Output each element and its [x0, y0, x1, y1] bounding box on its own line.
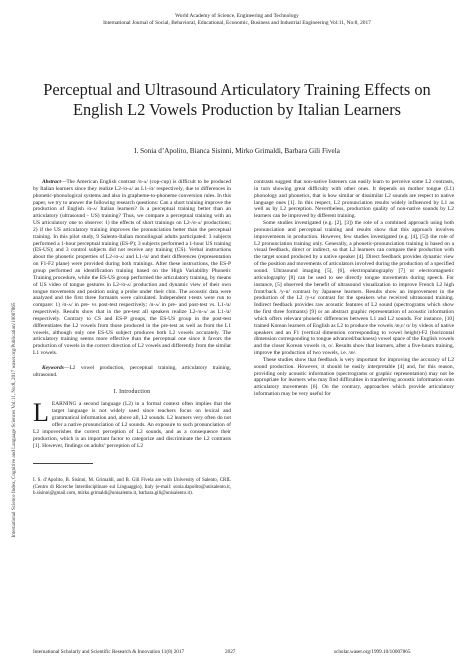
- body-paragraph-3: These studies show that feedback is very important for improving the accuracy of L2 sound production. However, it should be easily interpretable [4] and, for this reason, providing only acoustic information (spectrograms or graphic representation) may not be appropriate for learners who may find difficulties in transferring acoustic information onto articulatory movements [6]. On the contrary, approaches which provide articulatory information may be very useful for: [254, 356, 454, 398]
- keywords-label: Keywords: [42, 364, 64, 371]
- author-affiliation-footnote: I. S. d’Apolito, B. Sisinni, M. Grimaldi, and B. Gili Fivela are with University of Salento, CRIL (Centro di Ricerche Interdisciplinare sul Linguaggio), Italy (e-mail: sonia.dapolito@unisalento.it, b.sisinni@gmail.com, mirko.grimaldi@unisalento.it, barbara.gili@unisalento.it).: [33, 478, 231, 496]
- right-column: [254, 179, 454, 398]
- journal-name-line: International Journal of Social, Behavioral, Educational, Economic, Business and Industrial Engineering Vol:11, No:8, 2017: [103, 20, 371, 26]
- body-paragraph-1: contrasts suggest that non-native listeners can easily learn to perceive some L2 contrasts, in turn showing great difficulty with other ones. It depends on mother tongue (L1) phonology and phonetics, that is how similar or dissimilar L2 sounds are respect to native language ones [1]. In this respect, L2 pronunciation results widely influenced by L1 as well as by L2 perception. Nevertheless, production quality of non-native sounds by L2 learners can be improved by different training.: [254, 179, 454, 220]
- footnote-rule: [33, 463, 93, 464]
- paper-title: Perceptual and Ultrasound Articulatory Training Effects on English L2 Vowels Production by Italian Learners: [43, 80, 431, 120]
- abstract-paragraph: [33, 179, 231, 357]
- abstract-text: —The American English contrast /ɑ-ʌ/ (cop-cup) is difficult to be produced by Italian learners since they realize L2-/ɑ-ʌ/ as L1-/ɑ/ respectively, due to differences in phonetic-phonological systems and also in grapheme-to-phoneme conversion rules. In this paper, we try to answer the following research questions: Can a short training improve the production of English /ɑ-ʌ/ Italian learners? Is a perceptual training better than an articulatory (ultrasound - US) training? Thus, we compare a perceptual training with an US articulatory one to observe: 1) the effects of short trainings on L2-/ɑ-ʌ/ productions; 2) if the US articulatory training improves the pronunciation better than the perceptual training. In this pilot study, 9 Salento-Italian monolingual adults participated: 3 subjects performed a 1-hour perceptual training (ES-P); 3 subjects performed a 1-hour US training (ES-US); and 3 control subjects did not receive any training (CS). Verbal instructions about the phonetic properties of L2-/ɑ-ʌ/ and L1-/a/ and their differences (representation on F1-F2 plane) were provided during both trainings. After these instructions, the ES-P group performed an identification training based on the High Variability Phonetic Training procedure, while the ES-US group performed the articulatory training, by means of US video of tongue gestures in L2-/ɑ-ʌ/ production and dynamic view of their own tongue movements and position using a probe under their chin. The acoustic data were analyzed and the first three formants were calculated. Independent t-tests were run to compare: 1) /ɑ-ʌ/ in pre- vs post-test respectively; /ɑ-ʌ/ in pre- and post-test vs. L1-/a/ respectively. Results show that in the pre-test all speakers realize L2-/ɑ-ʌ/ as L1-/a/ respectively. Contrary to CS and ES-P groups, the ES-US group in the post-test differentiates the L2 vowels from those produced in the pre-test as well as from the L1 vowels, although only one ES-US subject produces both L2 vowels accurately. The articulatory training seems more effective than the perceptual one since it favors the production of vowels in the correct direction of L2 vowels and differently from the similar L1 vowels.: [33, 179, 231, 357]
- body-paragraph-2: Some studies investigated (e.g. [2], [3]) the role of a combined approach using both pronunciation and perceptual training and results show that this approach involves improvements in production. However, few studies investigated (e.g. [4], [5]) the role of L2 pronunciation training only. Generally, a phonetic-pronunciation training is based on a visual feedback, direct or indirect, so that L2 learners can compare their production with the target sound produced by a native speaker [4]. Direct feedback provides dynamic view of the position and movements of articulators involved during the production of a specified sound. Ultrasound imaging [5], [6], electropalatography [7] or electromagnetic articulography [8] can be used to see directly tongue movements during speech. For instance, [5] observed the benefit of ultrasound visualization to improve French L2 high front/back /y-u/ contrast by Japanese learners. Results show an improvement in the production of the L2 /y-u/ contrast for the speakers who received ultrasound training. Indirect feedback provides raw acoustic features of L2 sound (spectrograms which show the first three formants) [9] or an abstract graphic representation of acoustic information which offers relevant phonetic differences between L1 and L2 sounds. For instance, [10] trained Korean learners of English as L2 to produce the vowels /æ,ɛ/ ɑ/ by videos of native speakers and an F1 (vertical dimension corresponding to vowel height)-F2 (horizontal dimension corresponding to tongue advanced/backness) vowel space of the English vowels and the closer Korean vowels /ɑ, o/. Results show that learners, after a five-hours training, improve the production of two vowels, i.e. /æ/.: [254, 220, 454, 357]
- keywords-paragraph: [33, 365, 231, 379]
- introduction-heading: I. Introduction: [113, 388, 151, 395]
- footer-url: scholar.waset.org/1999.10/10007865: [334, 649, 411, 655]
- side-index-text: International Science Index, Cognitive and Language Sciences Vol:11, No:8, 2017 waset.org/Publication/10007865: [11, 302, 17, 538]
- introduction-paragraph: [33, 398, 231, 449]
- side-index-strip: [9, 260, 19, 580]
- left-column: [33, 179, 231, 497]
- journal-publisher-line: World Academy of Science, Engineering and Technology: [175, 13, 299, 19]
- keywords-text: —L2 vowel production, perceptual training, articulatory training, ultrasound.: [33, 364, 231, 378]
- footer-page-number: 2027: [225, 649, 236, 655]
- footer-journal-info: International Scholarly and Scientific Research & Innovation 11(8) 2017: [33, 649, 185, 655]
- abstract-label: Abstract: [42, 179, 61, 185]
- paper-authors: I. Sonia d’Apolito, Bianca Sisinni, Mirko Grimaldi, Barbara Gili Fivela: [134, 147, 340, 155]
- drop-cap-letter: L: [33, 398, 49, 428]
- introduction-text: EARNING a second language (L2) in a formal context often implies that the target language is not widely used since teachers focus on lexical and grammatical information and, above all, L2 sounds. L2 learners very often do not offer a native pronunciation of L2 sounds. An exposure to such pronunciation of L2 impoverishes the correct perception of L2 sounds, and as a consequence their production, which is an important factor to categorize and discriminate the L2 contrasts [1]. However, findings on adults’ perception of L2: [33, 401, 231, 449]
